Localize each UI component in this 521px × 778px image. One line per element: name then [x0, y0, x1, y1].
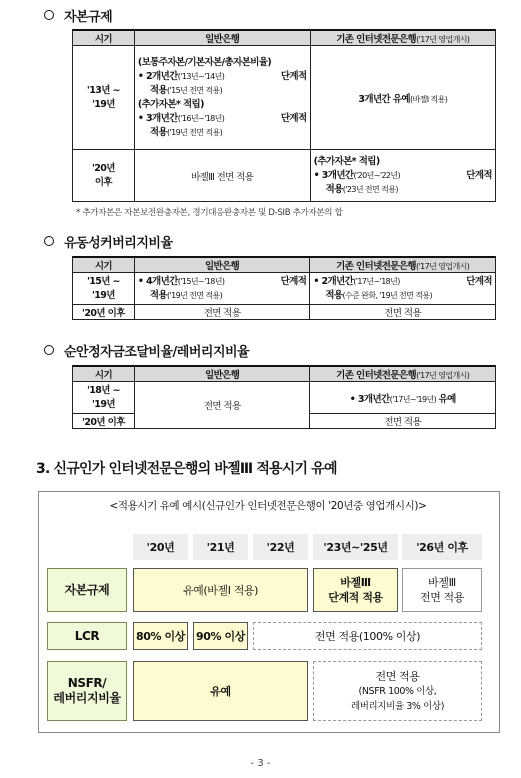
col-inet: 기존 인터넷전문은행('17년 영업개시): [310, 366, 496, 382]
lcr-full-cell: 전면 적용(100% 이상): [253, 622, 482, 650]
nsfr-table: [72, 365, 496, 429]
period-cell: '20년 이후: [73, 305, 135, 320]
period-cell: '20년 이후: [73, 150, 135, 202]
section-lcr-title: 유동성커버리지비율: [44, 232, 173, 251]
lcr-80-cell: 80% 이상: [133, 622, 188, 650]
inet-cell: 전면 적용: [310, 414, 496, 429]
period-cell: '15년 ~ '19년: [73, 273, 135, 305]
example-caption: <적용시기 유예 예시(신규인가 인터넷전문은행이 '20년중 영업개시시)>: [109, 500, 427, 512]
col-period: 시기: [73, 30, 135, 46]
col-period: 시기: [73, 257, 135, 273]
section-3-heading: 3. 신규인가 인터넷전문은행의 바젤Ⅲ 적용시기 유예: [36, 461, 337, 477]
inet-cell: (추가자본* 적립) • 3개년간('20년~'22년) 단계적 적용('23년 전면 적용): [310, 150, 495, 202]
capital-footnote: * 추가자본은 자본보전완충자본, 경기대응완충자본 및 D-SIB 추가자본의 합: [76, 208, 343, 218]
nsfr-grace-cell: 유예: [133, 661, 308, 721]
year-header: '20년: [133, 534, 188, 560]
inet-cell: 3개년간 유예(바젤Ⅰ 적용): [310, 46, 495, 150]
general-cell: 바젤Ⅲ 전면 적용: [134, 150, 310, 202]
circle-bullet-icon: [44, 345, 54, 355]
section-nsfr-title: 순안정자금조달비율/레버리지비율: [44, 341, 249, 360]
lcr-table: [72, 256, 496, 320]
capital-full-cell: 바젤Ⅲ 전면 적용: [402, 568, 482, 612]
section-capital-title: 자본규제: [44, 6, 112, 25]
page-number: - 3 -: [250, 758, 271, 769]
capital-grace-cell: 유예(바젤Ⅰ 적용): [133, 568, 308, 612]
lcr-90-cell: 90% 이상: [193, 622, 248, 650]
circle-bullet-icon: [44, 10, 54, 20]
general-cell: 전면 적용: [134, 305, 309, 320]
row-label-capital: 자본규제: [47, 568, 127, 612]
period-cell: '13년 ~ '19년: [73, 46, 135, 150]
year-header: '21년: [193, 534, 248, 560]
general-cell: • 4개년간('15년~'18년) 단계적 적용('19년 전면 적용): [134, 273, 309, 305]
inet-cell: • 2개년간('17년~'18년) 단계적 적용(수준 완화, '19년 전면 적용): [310, 273, 496, 305]
row-label-lcr: LCR: [47, 622, 127, 650]
period-cell: '20년 이후: [73, 414, 135, 429]
row-label-nsfr: NSFR/ 레버리지비율: [47, 661, 127, 721]
circle-bullet-icon: [44, 236, 54, 246]
year-header: '22년: [253, 534, 308, 560]
year-header: '26년 이후: [402, 534, 482, 560]
general-cell: 전면 적용: [134, 382, 310, 429]
year-header: '23년~'25년: [313, 534, 398, 560]
col-inet: 기존 인터넷전문은행('17년 영업개시): [310, 257, 496, 273]
capital-phase-cell: 바젤Ⅲ 단계적 적용: [313, 568, 398, 612]
col-general: 일반은행: [134, 257, 309, 273]
nsfr-full-cell: 전면 적용 (NSFR 100% 이상, 레버리지비율 3% 이상): [313, 661, 482, 721]
col-period: 시기: [73, 366, 135, 382]
inet-cell: • 3개년간('17년~'19년) 유예: [310, 382, 496, 414]
general-cell: (보통주자본/기본자본/총자본비율) • 2개년간('13년~'14년) 단계적 적용('15년 전면 적용) (추가자본* 적립) • 3개년간('16년~'18년) 단계적 적용('19년 전면 적용): [134, 46, 310, 150]
col-inet: 기존 인터넷전문은행('17년 영업개시): [310, 30, 495, 46]
period-cell: '18년 ~ '19년: [73, 382, 135, 414]
col-general: 일반은행: [134, 366, 310, 382]
inet-cell: 전면 적용: [310, 305, 496, 320]
capital-table: [72, 29, 496, 202]
col-general: 일반은행: [134, 30, 310, 46]
